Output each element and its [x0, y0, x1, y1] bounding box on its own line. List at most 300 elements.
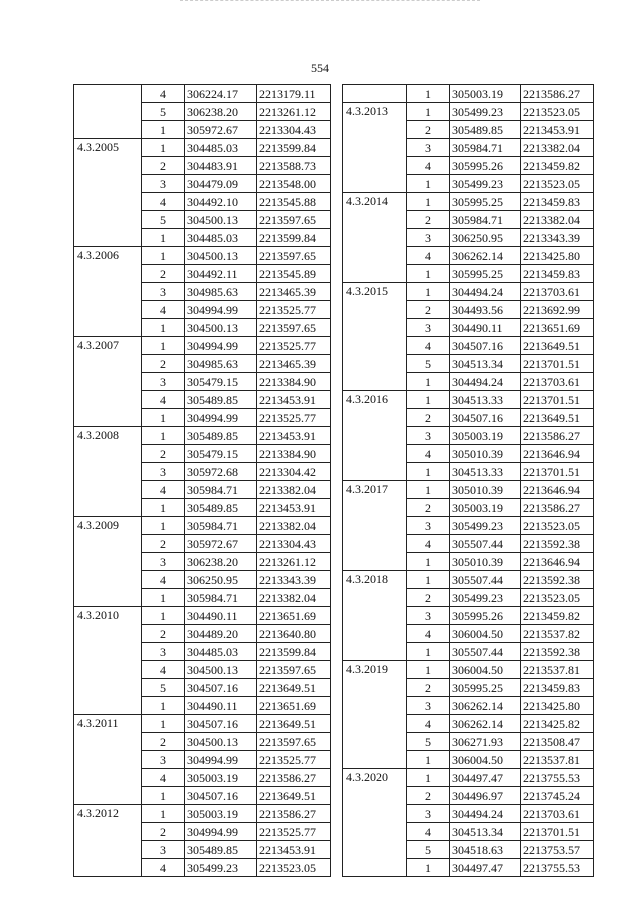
- point-number-cell: 4: [142, 661, 185, 679]
- x-coordinate-cell: 304479.09: [185, 175, 257, 193]
- x-coordinate-cell: 305995.25: [450, 193, 521, 211]
- x-coordinate-cell: 305995.26: [450, 607, 521, 625]
- point-number-cell: 1: [407, 769, 450, 787]
- y-coordinate-cell: 2213179.11: [257, 85, 331, 103]
- point-number-cell: 5: [407, 733, 450, 751]
- table-row: [74, 85, 331, 103]
- y-coordinate-cell: 2213599.84: [257, 643, 331, 661]
- x-coordinate-cell: 304490.11: [185, 697, 257, 715]
- point-number-cell: 3: [142, 175, 185, 193]
- coordinates-table-left: [73, 84, 331, 877]
- point-number-cell: 2: [142, 625, 185, 643]
- point-number-cell: 2: [407, 211, 450, 229]
- point-number-cell: 1: [407, 175, 450, 193]
- point-number-cell: 1: [142, 247, 185, 265]
- x-coordinate-cell: 305995.25: [450, 679, 521, 697]
- table-row: [74, 139, 331, 157]
- x-coordinate-cell: 305489.85: [185, 841, 257, 859]
- x-coordinate-cell: 304500.13: [185, 211, 257, 229]
- y-coordinate-cell: 2213453.91: [257, 499, 331, 517]
- x-coordinate-cell: 304497.47: [450, 859, 521, 877]
- point-number-cell: 3: [407, 607, 450, 625]
- point-number-cell: 2: [142, 355, 185, 373]
- y-coordinate-cell: 2213523.05: [521, 175, 594, 193]
- x-coordinate-cell: 305479.15: [185, 373, 257, 391]
- x-coordinate-cell: 304500.13: [185, 733, 257, 751]
- section-id-cell: [74, 85, 142, 139]
- point-number-cell: 3: [142, 643, 185, 661]
- y-coordinate-cell: 2213592.38: [521, 535, 594, 553]
- y-coordinate-cell: 2213537.82: [521, 625, 594, 643]
- y-coordinate-cell: 2213597.65: [257, 247, 331, 265]
- point-number-cell: 4: [142, 859, 185, 877]
- y-coordinate-cell: 2213651.69: [257, 607, 331, 625]
- point-number-cell: 4: [407, 247, 450, 265]
- y-coordinate-cell: 2213651.69: [257, 697, 331, 715]
- y-coordinate-cell: 2213545.89: [257, 265, 331, 283]
- x-coordinate-cell: 306004.50: [450, 751, 521, 769]
- table-row: [74, 715, 331, 733]
- y-coordinate-cell: 2213586.27: [257, 805, 331, 823]
- x-coordinate-cell: 305507.44: [450, 571, 521, 589]
- point-number-cell: 1: [407, 463, 450, 481]
- x-coordinate-cell: 305010.39: [450, 445, 521, 463]
- section-id-cell: 4.3.2012: [74, 805, 142, 877]
- y-coordinate-cell: 2213384.90: [257, 373, 331, 391]
- x-coordinate-cell: 305507.44: [450, 535, 521, 553]
- x-coordinate-cell: 304500.13: [185, 247, 257, 265]
- x-coordinate-cell: 306250.95: [185, 571, 257, 589]
- x-coordinate-cell: 305499.23: [185, 859, 257, 877]
- y-coordinate-cell: 2213384.90: [257, 445, 331, 463]
- x-coordinate-cell: 305984.71: [185, 481, 257, 499]
- x-coordinate-cell: 305010.39: [450, 553, 521, 571]
- x-coordinate-cell: 304490.11: [185, 607, 257, 625]
- x-coordinate-cell: 305995.26: [450, 157, 521, 175]
- x-coordinate-cell: 304513.34: [450, 823, 521, 841]
- x-coordinate-cell: 304500.13: [185, 661, 257, 679]
- x-coordinate-cell: 304513.33: [450, 391, 521, 409]
- x-coordinate-cell: 304493.56: [450, 301, 521, 319]
- x-coordinate-cell: 305479.15: [185, 445, 257, 463]
- y-coordinate-cell: 2213459.82: [521, 157, 594, 175]
- y-coordinate-cell: 2213545.88: [257, 193, 331, 211]
- point-number-cell: 4: [142, 301, 185, 319]
- y-coordinate-cell: 2213525.77: [257, 751, 331, 769]
- point-number-cell: 1: [142, 715, 185, 733]
- x-coordinate-cell: 305972.67: [185, 121, 257, 139]
- point-number-cell: 2: [142, 157, 185, 175]
- y-coordinate-cell: 2213453.91: [257, 841, 331, 859]
- table-row: [343, 571, 594, 589]
- y-coordinate-cell: 2213425.80: [521, 697, 594, 715]
- point-number-cell: 4: [407, 157, 450, 175]
- x-coordinate-cell: 306224.17: [185, 85, 257, 103]
- y-coordinate-cell: 2213755.53: [521, 769, 594, 787]
- point-number-cell: 1: [407, 85, 450, 103]
- point-number-cell: 4: [407, 535, 450, 553]
- y-coordinate-cell: 2213453.91: [257, 391, 331, 409]
- x-coordinate-cell: 304494.24: [450, 283, 521, 301]
- x-coordinate-cell: 304994.99: [185, 337, 257, 355]
- table-row: [343, 193, 594, 211]
- y-coordinate-cell: 2213548.00: [257, 175, 331, 193]
- section-id-cell: 4.3.2009: [74, 517, 142, 607]
- point-number-cell: 1: [407, 481, 450, 499]
- section-id-cell: 4.3.2018: [343, 571, 407, 661]
- y-coordinate-cell: 2213523.05: [521, 103, 594, 121]
- y-coordinate-cell: 2213459.83: [521, 265, 594, 283]
- y-coordinate-cell: 2213382.04: [521, 139, 594, 157]
- point-number-cell: 5: [407, 355, 450, 373]
- x-coordinate-cell: 306262.14: [450, 247, 521, 265]
- section-id-cell: 4.3.2006: [74, 247, 142, 337]
- point-number-cell: 3: [407, 697, 450, 715]
- x-coordinate-cell: 304494.24: [450, 373, 521, 391]
- table-row: [343, 103, 594, 121]
- point-number-cell: 2: [142, 733, 185, 751]
- y-coordinate-cell: 2213343.39: [257, 571, 331, 589]
- x-coordinate-cell: 304994.99: [185, 409, 257, 427]
- table-row: [343, 769, 594, 787]
- y-coordinate-cell: 2213382.04: [521, 211, 594, 229]
- x-coordinate-cell: 305499.23: [450, 103, 521, 121]
- y-coordinate-cell: 2213586.27: [521, 427, 594, 445]
- x-coordinate-cell: 305995.25: [450, 265, 521, 283]
- y-coordinate-cell: 2213459.82: [521, 607, 594, 625]
- point-number-cell: 2: [407, 499, 450, 517]
- section-id-cell: 4.3.2020: [343, 769, 407, 877]
- x-coordinate-cell: 305003.19: [450, 427, 521, 445]
- point-number-cell: 3: [407, 139, 450, 157]
- y-coordinate-cell: 2213701.51: [521, 463, 594, 481]
- point-number-cell: 4: [407, 445, 450, 463]
- point-number-cell: 2: [142, 535, 185, 553]
- y-coordinate-cell: 2213382.04: [257, 517, 331, 535]
- y-coordinate-cell: 2213597.65: [257, 319, 331, 337]
- x-coordinate-cell: 306238.20: [185, 553, 257, 571]
- y-coordinate-cell: 2213525.77: [257, 337, 331, 355]
- y-coordinate-cell: 2213523.05: [257, 859, 331, 877]
- point-number-cell: 1: [407, 103, 450, 121]
- section-id-cell: 4.3.2011: [74, 715, 142, 805]
- x-coordinate-cell: 305003.19: [185, 769, 257, 787]
- x-coordinate-cell: 305499.23: [450, 175, 521, 193]
- point-number-cell: 1: [142, 121, 185, 139]
- x-coordinate-cell: 305984.71: [450, 139, 521, 157]
- x-coordinate-cell: 305499.23: [450, 517, 521, 535]
- point-number-cell: 3: [142, 373, 185, 391]
- x-coordinate-cell: 305972.67: [185, 535, 257, 553]
- coordinates-table-right: [342, 84, 594, 877]
- point-number-cell: 2: [142, 265, 185, 283]
- point-number-cell: 1: [407, 661, 450, 679]
- point-number-cell: 4: [142, 571, 185, 589]
- table-row: [74, 337, 331, 355]
- x-coordinate-cell: 305984.71: [450, 211, 521, 229]
- x-coordinate-cell: 306004.50: [450, 661, 521, 679]
- y-coordinate-cell: 2213382.04: [257, 481, 331, 499]
- point-number-cell: 2: [407, 679, 450, 697]
- y-coordinate-cell: 2213465.39: [257, 355, 331, 373]
- y-coordinate-cell: 2213649.51: [521, 409, 594, 427]
- x-coordinate-cell: 305003.19: [185, 805, 257, 823]
- point-number-cell: 1: [142, 607, 185, 625]
- y-coordinate-cell: 2213649.51: [257, 715, 331, 733]
- point-number-cell: 1: [407, 643, 450, 661]
- x-coordinate-cell: 304507.16: [450, 337, 521, 355]
- point-number-cell: 1: [142, 517, 185, 535]
- y-coordinate-cell: 2213425.82: [521, 715, 594, 733]
- table-row: [74, 247, 331, 265]
- point-number-cell: 4: [142, 85, 185, 103]
- y-coordinate-cell: 2213592.38: [521, 571, 594, 589]
- point-number-cell: 2: [407, 121, 450, 139]
- point-number-cell: 1: [142, 805, 185, 823]
- y-coordinate-cell: 2213523.05: [521, 517, 594, 535]
- x-coordinate-cell: 305984.71: [185, 517, 257, 535]
- point-number-cell: 1: [407, 373, 450, 391]
- y-coordinate-cell: 2213592.38: [521, 643, 594, 661]
- point-number-cell: 1: [142, 427, 185, 445]
- y-coordinate-cell: 2213343.39: [521, 229, 594, 247]
- table-row: [74, 517, 331, 535]
- y-coordinate-cell: 2213459.83: [521, 193, 594, 211]
- y-coordinate-cell: 2213586.27: [257, 769, 331, 787]
- x-coordinate-cell: 305972.68: [185, 463, 257, 481]
- point-number-cell: 5: [407, 841, 450, 859]
- point-number-cell: 1: [407, 265, 450, 283]
- table-row: [343, 85, 594, 103]
- point-number-cell: 1: [407, 553, 450, 571]
- x-coordinate-cell: 304492.11: [185, 265, 257, 283]
- point-number-cell: 4: [142, 481, 185, 499]
- section-id-cell: [343, 85, 407, 103]
- x-coordinate-cell: 304985.63: [185, 355, 257, 373]
- x-coordinate-cell: 305507.44: [450, 643, 521, 661]
- y-coordinate-cell: 2213304.42: [257, 463, 331, 481]
- y-coordinate-cell: 2213453.91: [521, 121, 594, 139]
- point-number-cell: 4: [142, 769, 185, 787]
- point-number-cell: 1: [407, 193, 450, 211]
- y-coordinate-cell: 2213649.51: [257, 787, 331, 805]
- x-coordinate-cell: 306271.93: [450, 733, 521, 751]
- point-number-cell: 2: [407, 589, 450, 607]
- y-coordinate-cell: 2213597.65: [257, 733, 331, 751]
- y-coordinate-cell: 2213646.94: [521, 445, 594, 463]
- point-number-cell: 4: [142, 391, 185, 409]
- y-coordinate-cell: 2213597.65: [257, 211, 331, 229]
- x-coordinate-cell: 304994.99: [185, 301, 257, 319]
- y-coordinate-cell: 2213753.57: [521, 841, 594, 859]
- x-coordinate-cell: 305489.85: [185, 499, 257, 517]
- point-number-cell: 4: [407, 625, 450, 643]
- x-coordinate-cell: 304518.63: [450, 841, 521, 859]
- section-id-cell: 4.3.2019: [343, 661, 407, 769]
- x-coordinate-cell: 304485.03: [185, 139, 257, 157]
- point-number-cell: 3: [142, 841, 185, 859]
- y-coordinate-cell: 2213646.94: [521, 553, 594, 571]
- y-coordinate-cell: 2213701.51: [521, 391, 594, 409]
- point-number-cell: 2: [407, 787, 450, 805]
- point-number-cell: 3: [407, 229, 450, 247]
- y-coordinate-cell: 2213304.43: [257, 535, 331, 553]
- section-id-cell: 4.3.2007: [74, 337, 142, 427]
- point-number-cell: 1: [407, 391, 450, 409]
- y-coordinate-cell: 2213588.73: [257, 157, 331, 175]
- point-number-cell: 1: [142, 139, 185, 157]
- point-number-cell: 3: [407, 517, 450, 535]
- point-number-cell: 5: [142, 679, 185, 697]
- x-coordinate-cell: 304507.16: [185, 787, 257, 805]
- section-id-cell: 4.3.2013: [343, 103, 407, 193]
- point-number-cell: 1: [142, 697, 185, 715]
- point-number-cell: 5: [142, 211, 185, 229]
- y-coordinate-cell: 2213703.61: [521, 283, 594, 301]
- table-row: [74, 607, 331, 625]
- y-coordinate-cell: 2213261.12: [257, 553, 331, 571]
- page-number: 554: [311, 61, 329, 75]
- point-number-cell: 1: [142, 337, 185, 355]
- x-coordinate-cell: 305489.85: [450, 121, 521, 139]
- point-number-cell: 1: [407, 859, 450, 877]
- y-coordinate-cell: 2213425.80: [521, 247, 594, 265]
- point-number-cell: 1: [142, 409, 185, 427]
- point-number-cell: 4: [407, 337, 450, 355]
- point-number-cell: 5: [142, 103, 185, 121]
- section-id-cell: 4.3.2010: [74, 607, 142, 715]
- section-id-cell: 4.3.2014: [343, 193, 407, 283]
- y-coordinate-cell: 2213459.83: [521, 679, 594, 697]
- y-coordinate-cell: 2213703.61: [521, 373, 594, 391]
- table-row: [74, 805, 331, 823]
- point-number-cell: 4: [142, 193, 185, 211]
- x-coordinate-cell: 304985.63: [185, 283, 257, 301]
- point-number-cell: 4: [407, 823, 450, 841]
- y-coordinate-cell: 2213508.47: [521, 733, 594, 751]
- x-coordinate-cell: 304492.10: [185, 193, 257, 211]
- y-coordinate-cell: 2213599.84: [257, 229, 331, 247]
- y-coordinate-cell: 2213525.77: [257, 301, 331, 319]
- y-coordinate-cell: 2213465.39: [257, 283, 331, 301]
- x-coordinate-cell: 306250.95: [450, 229, 521, 247]
- section-id-cell: 4.3.2016: [343, 391, 407, 481]
- y-coordinate-cell: 2213586.27: [521, 85, 594, 103]
- x-coordinate-cell: 305489.85: [185, 391, 257, 409]
- table-row: [343, 391, 594, 409]
- y-coordinate-cell: 2213701.51: [521, 823, 594, 841]
- x-coordinate-cell: 304994.99: [185, 751, 257, 769]
- table-row: [343, 661, 594, 679]
- x-coordinate-cell: 304500.13: [185, 319, 257, 337]
- x-coordinate-cell: 306262.14: [450, 697, 521, 715]
- point-number-cell: 4: [407, 715, 450, 733]
- point-number-cell: 2: [142, 445, 185, 463]
- point-number-cell: 2: [407, 301, 450, 319]
- x-coordinate-cell: 304485.03: [185, 643, 257, 661]
- y-coordinate-cell: 2213525.77: [257, 823, 331, 841]
- point-number-cell: 3: [407, 427, 450, 445]
- y-coordinate-cell: 2213525.77: [257, 409, 331, 427]
- y-coordinate-cell: 2213745.24: [521, 787, 594, 805]
- section-id-cell: 4.3.2005: [74, 139, 142, 247]
- point-number-cell: 1: [142, 787, 185, 805]
- y-coordinate-cell: 2213597.65: [257, 661, 331, 679]
- y-coordinate-cell: 2213649.51: [257, 679, 331, 697]
- x-coordinate-cell: 305003.19: [450, 85, 521, 103]
- point-number-cell: 3: [407, 319, 450, 337]
- point-number-cell: 1: [407, 571, 450, 589]
- x-coordinate-cell: 304485.03: [185, 229, 257, 247]
- y-coordinate-cell: 2213692.99: [521, 301, 594, 319]
- point-number-cell: 1: [407, 751, 450, 769]
- x-coordinate-cell: 304497.47: [450, 769, 521, 787]
- x-coordinate-cell: 304494.24: [450, 805, 521, 823]
- x-coordinate-cell: 304483.91: [185, 157, 257, 175]
- x-coordinate-cell: 306262.14: [450, 715, 521, 733]
- y-coordinate-cell: 2213703.61: [521, 805, 594, 823]
- y-coordinate-cell: 2213382.04: [257, 589, 331, 607]
- x-coordinate-cell: 305010.39: [450, 481, 521, 499]
- x-coordinate-cell: 304489.20: [185, 625, 257, 643]
- point-number-cell: 1: [142, 319, 185, 337]
- point-number-cell: 2: [142, 823, 185, 841]
- y-coordinate-cell: 2213640.80: [257, 625, 331, 643]
- point-number-cell: 3: [142, 463, 185, 481]
- table-row: [343, 283, 594, 301]
- y-coordinate-cell: 2213755.53: [521, 859, 594, 877]
- point-number-cell: 3: [407, 805, 450, 823]
- x-coordinate-cell: 305489.85: [185, 427, 257, 445]
- y-coordinate-cell: 2213701.51: [521, 355, 594, 373]
- point-number-cell: 1: [142, 499, 185, 517]
- section-id-cell: 4.3.2015: [343, 283, 407, 391]
- y-coordinate-cell: 2213586.27: [521, 499, 594, 517]
- table-row: [343, 481, 594, 499]
- y-coordinate-cell: 2213453.91: [257, 427, 331, 445]
- x-coordinate-cell: 304994.99: [185, 823, 257, 841]
- point-number-cell: 1: [407, 283, 450, 301]
- x-coordinate-cell: 305984.71: [185, 589, 257, 607]
- y-coordinate-cell: 2213646.94: [521, 481, 594, 499]
- x-coordinate-cell: 304507.16: [185, 679, 257, 697]
- x-coordinate-cell: 304507.16: [185, 715, 257, 733]
- section-id-cell: 4.3.2008: [74, 427, 142, 517]
- y-coordinate-cell: 2213651.69: [521, 319, 594, 337]
- y-coordinate-cell: 2213261.12: [257, 103, 331, 121]
- point-number-cell: 1: [142, 589, 185, 607]
- y-coordinate-cell: 2213537.81: [521, 751, 594, 769]
- point-number-cell: 3: [142, 553, 185, 571]
- x-coordinate-cell: 306004.50: [450, 625, 521, 643]
- x-coordinate-cell: 306238.20: [185, 103, 257, 121]
- table-row: [74, 427, 331, 445]
- x-coordinate-cell: 305499.23: [450, 589, 521, 607]
- point-number-cell: 1: [142, 229, 185, 247]
- point-number-cell: 3: [142, 283, 185, 301]
- x-coordinate-cell: 304507.16: [450, 409, 521, 427]
- point-number-cell: 3: [142, 751, 185, 769]
- section-id-cell: 4.3.2017: [343, 481, 407, 571]
- y-coordinate-cell: 2213649.51: [521, 337, 594, 355]
- x-coordinate-cell: 304513.34: [450, 355, 521, 373]
- x-coordinate-cell: 304513.33: [450, 463, 521, 481]
- x-coordinate-cell: 304496.97: [450, 787, 521, 805]
- y-coordinate-cell: 2213599.84: [257, 139, 331, 157]
- scan-top-edge: [180, 0, 480, 2]
- y-coordinate-cell: 2213537.81: [521, 661, 594, 679]
- x-coordinate-cell: 304490.11: [450, 319, 521, 337]
